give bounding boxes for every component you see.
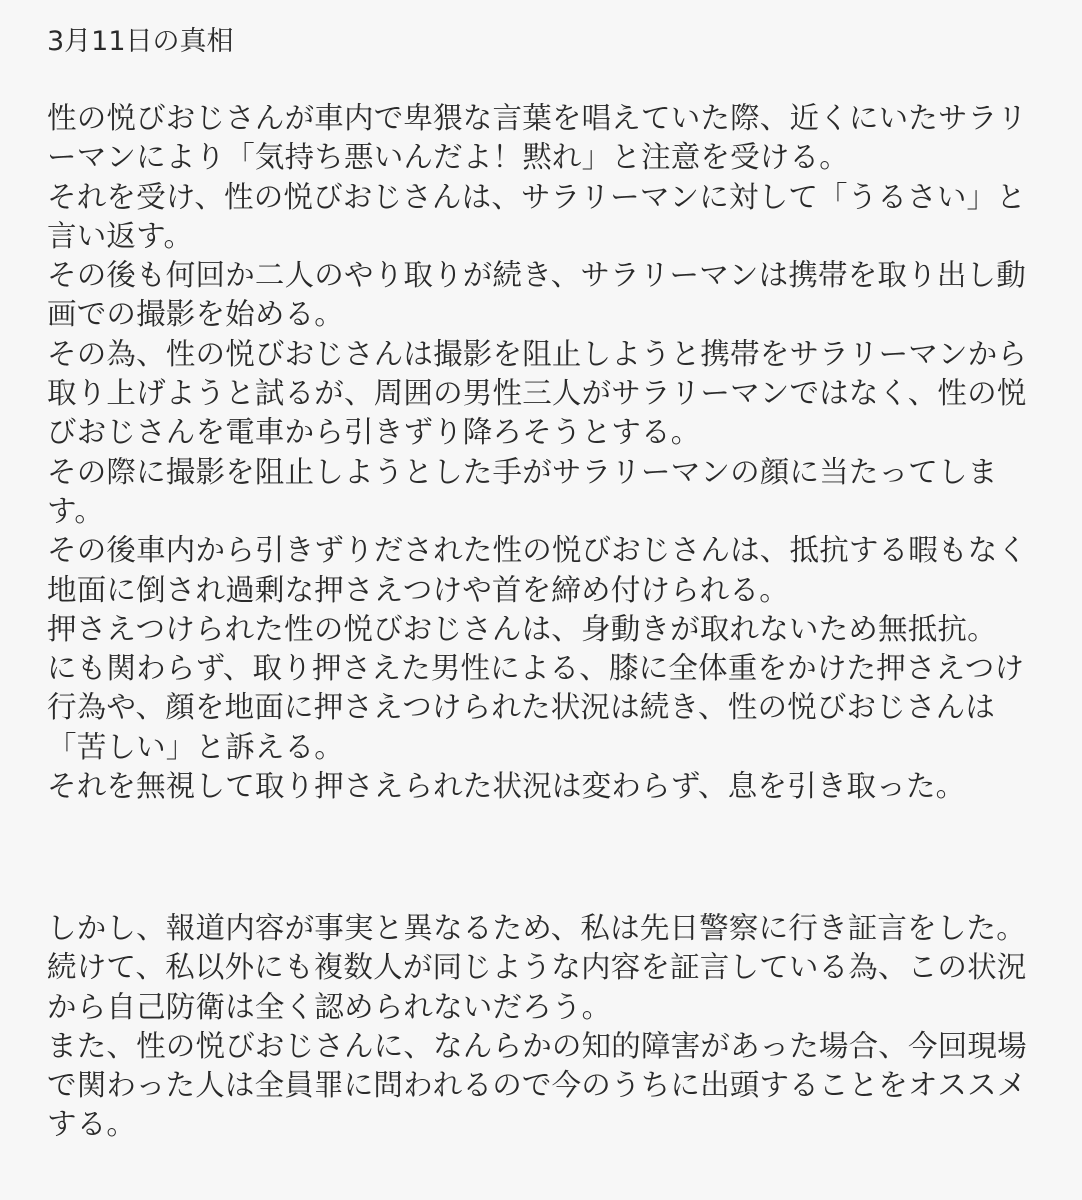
text-line: 続けて、私以外にも複数人が同じような内容を証言している為、この状況: [47, 950, 1027, 985]
text-line: その為、性の悦びおじさんは撮影を阻止しようと携帯をサラリーマンから: [47, 336, 1028, 371]
text-line: から自己防衛は全く認められないだろう。: [47, 989, 612, 1024]
text-line: にも関わらず、取り押さえた男性による、膝に全体重をかけた押さえつけ: [47, 651, 1025, 686]
text-line: 地面に倒され過剰な押さえつけや首を締め付けられる。: [47, 572, 789, 607]
text-line: 取り上げようと試るが、周囲の男性三人がサラリーマンではなく、性の悦: [47, 376, 1027, 411]
text-line: また、性の悦びおじさんに、なんらかの知的障害があった場合、今回現場: [47, 1028, 1027, 1063]
text-line: する。: [47, 1107, 137, 1142]
text-line: ーマンにより「気持ち悪いんだよ！黙れ」と注意を受ける。: [47, 140, 849, 175]
paragraph-2: [47, 909, 1027, 1145]
text-line: しかし、報道内容が事実と異なるため、私は先日警察に行き証言をした。: [47, 911, 1026, 945]
text-line: その後車内から引きずりだされた性の悦びおじさんは、抵抗する暇もなく: [47, 533, 1028, 568]
text-line: その後も何回か二人のやり取りが続き、サラリーマンは携帯を取り出し動: [47, 258, 1026, 293]
text-line: 言い返す。: [47, 218, 194, 253]
text-line: で関わった人は全員罪に問われるので今のうちに出頭することをオススメ: [47, 1068, 1027, 1103]
text-line: その際に撮影を阻止しようとした手がサラリーマンの顔に当たってしま: [47, 454, 998, 489]
paragraph-1: [47, 99, 1027, 806]
text-line: 性の悦びおじさんが車内で卑猥な言葉を唱えていた際、近くにいたサラリ: [47, 101, 1028, 135]
text-line: それを受け、性の悦びおじさんは、サラリーマンに対して「うるさい」と: [47, 179, 1026, 214]
text-line: 「苦しい」と訴える。: [47, 729, 345, 764]
text-line: す。: [47, 493, 105, 528]
text-line: それを無視して取り押さえられた状況は変わらず、息を引き取った。: [47, 769, 966, 804]
page-title: 3月11日の真相: [47, 26, 234, 57]
text-line: 画での撮影を始める。: [47, 297, 345, 332]
text-line: 押さえつけられた性の悦びおじさんは、身動きが取れないため無抵抗。: [47, 611, 997, 646]
text-line: びおじさんを電車から引きずり降ろそうとする。: [47, 415, 701, 450]
text-line: 行為や、顔を地面に押さえつけられた状況は続き、性の悦びおじさんは: [47, 690, 996, 725]
